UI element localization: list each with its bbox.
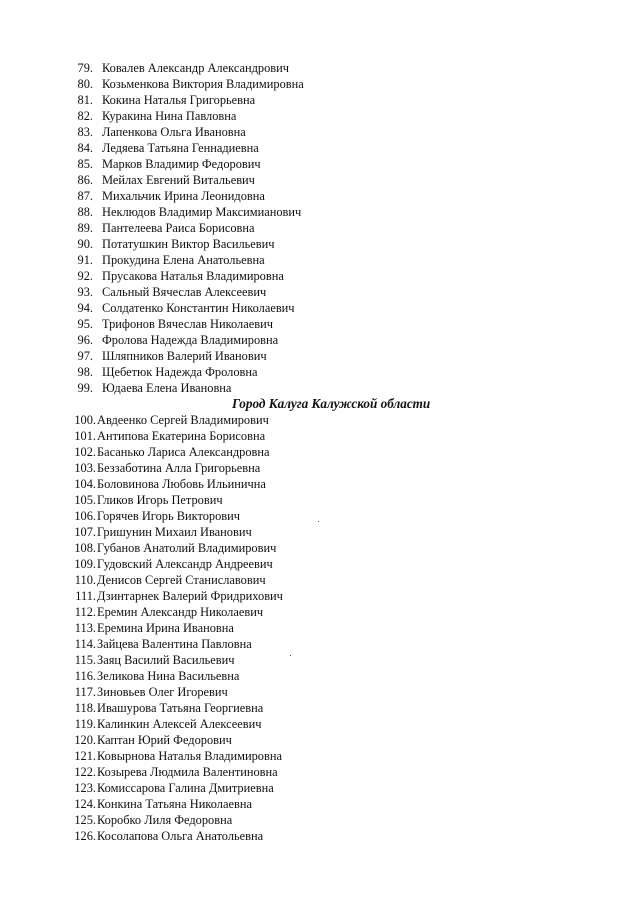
person-name: Потатушкин Виктор Васильевич [102, 237, 275, 251]
item-number: 124. [74, 797, 96, 811]
list-item [0, 492, 640, 508]
item-number: 84. [77, 141, 93, 155]
list-item [0, 380, 640, 396]
person-name: Михальчик Ирина Леонидовна [102, 189, 265, 203]
list-item [0, 540, 640, 556]
person-name: Денисов Сергей Станиславович [97, 573, 266, 587]
person-name: Солдатенко Константин Николаевич [102, 301, 295, 315]
person-name: Козырева Людмила Валентиновна [97, 765, 278, 779]
item-number: 93. [77, 285, 93, 299]
person-name: Ледяева Татьяна Геннадиевна [102, 141, 259, 155]
item-number: 83. [77, 125, 93, 139]
person-name: Еремина Ирина Ивановна [97, 621, 234, 635]
list-item [0, 172, 640, 188]
item-number: 86. [77, 173, 93, 187]
item-number: 98. [77, 365, 93, 379]
person-name: Лапенкова Ольга Ивановна [102, 125, 246, 139]
list-item [0, 188, 640, 204]
list-item [0, 604, 640, 620]
person-name: Каптан Юрий Федорович [97, 733, 232, 747]
person-name: Гудовский Александр Андреевич [97, 557, 273, 571]
list-item [0, 588, 640, 604]
person-name: Боловинова Любовь Ильинична [97, 477, 266, 491]
person-name: Басанько Лариса Александровна [97, 445, 270, 459]
person-name: Косолапова Ольга Анатольевна [97, 829, 264, 843]
person-name: Куракина Нина Павловна [102, 109, 237, 123]
list-item [0, 524, 640, 540]
list-item [0, 76, 640, 92]
list-item [0, 460, 640, 476]
item-number: 117. [74, 685, 96, 699]
item-number: 92. [77, 269, 93, 283]
person-name: Юдаева Елена Ивановна [102, 381, 232, 395]
person-name: Козьменкова Виктория Владимировна [102, 77, 304, 91]
section-heading [0, 396, 640, 412]
item-number: 99. [77, 381, 93, 395]
item-number: 121. [74, 749, 96, 763]
person-name: Пантелеева Раиса Борисовна [102, 221, 255, 235]
list-item [0, 204, 640, 220]
item-number: 109. [74, 557, 96, 571]
person-name: Гришунин Михаил Иванович [97, 525, 252, 539]
person-name: Еремин Александр Николаевич [97, 605, 264, 619]
person-name: Шляпников Валерий Иванович [102, 349, 267, 363]
item-number: 125. [74, 813, 96, 827]
item-number: 91. [77, 253, 93, 267]
list-item [0, 268, 640, 284]
list-item [0, 764, 640, 780]
person-name: Неклюдов Владимир Максимианович [102, 205, 302, 219]
list-item [0, 444, 640, 460]
item-number: 95. [77, 317, 93, 331]
item-number: 108. [74, 541, 96, 555]
item-number: 104. [74, 477, 96, 491]
item-number: 122. [74, 765, 96, 779]
list-item [0, 572, 640, 588]
item-number: 102. [74, 445, 96, 459]
item-number: 123. [74, 781, 96, 795]
scan-speck [318, 521, 319, 522]
list-item [0, 732, 640, 748]
person-name: Мейлах Евгений Витальевич [102, 173, 255, 187]
person-name: Зеликова Нина Васильевна [97, 669, 240, 683]
item-number: 79. [77, 61, 93, 75]
list-item [0, 796, 640, 812]
person-name: Прокудина Елена Анатольевна [102, 253, 265, 267]
list-item [0, 140, 640, 156]
item-number: 112. [74, 605, 96, 619]
person-name: Авдеенко Сергей Владимирович [97, 413, 269, 427]
list-item [0, 108, 640, 124]
list-item [0, 556, 640, 572]
list-item [0, 748, 640, 764]
person-name: Фролова Надежда Владимировна [102, 333, 279, 347]
list-item [0, 236, 640, 252]
item-number: 116. [74, 669, 96, 683]
list-item [0, 332, 640, 348]
person-name: Трифонов Вячеслав Николаевич [102, 317, 273, 331]
item-number: 97. [77, 349, 93, 363]
list-item [0, 476, 640, 492]
item-number: 110. [74, 573, 96, 587]
person-name: Ковырнова Наталья Владимировна [97, 749, 282, 763]
item-number: 82. [77, 109, 93, 123]
list-item [0, 620, 640, 636]
list-item [0, 636, 640, 652]
item-number: 107. [74, 525, 96, 539]
list-item [0, 220, 640, 236]
list-item [0, 316, 640, 332]
person-name: Губанов Анатолий Владимирович [97, 541, 277, 555]
item-number: 85. [77, 157, 93, 171]
item-number: 106. [74, 509, 96, 523]
list-item [0, 716, 640, 732]
person-name: Марков Владимир Федорович [102, 157, 261, 171]
list-item [0, 60, 640, 76]
person-name: Щебетюк Надежда Фроловна [102, 365, 258, 379]
item-number: 115. [74, 653, 96, 667]
item-number: 101. [74, 429, 96, 443]
list-item [0, 428, 640, 444]
list-item [0, 684, 640, 700]
person-name: Прусакова Наталья Владимировна [102, 269, 284, 283]
person-name: Заяц Василий Васильевич [97, 653, 235, 667]
person-name: Беззаботина Алла Григорьевна [97, 461, 261, 475]
item-number: 89. [77, 221, 93, 235]
person-name: Гликов Игорь Петрович [97, 493, 223, 507]
item-number: 113. [74, 621, 96, 635]
list-item [0, 412, 640, 428]
person-name: Калинкин Алексей Алексеевич [97, 717, 262, 731]
name-list [0, 60, 640, 844]
scan-speck [290, 655, 291, 656]
item-number: 114. [74, 637, 96, 651]
person-name: Коробко Лиля Федоровна [97, 813, 233, 827]
list-item [0, 828, 640, 844]
list-item [0, 92, 640, 108]
list-item [0, 812, 640, 828]
item-number: 118. [74, 701, 96, 715]
person-name: Зиновьев Олег Игоревич [97, 685, 228, 699]
person-name: Ковалев Александр Александрович [102, 61, 290, 75]
item-number: 105. [74, 493, 96, 507]
list-item [0, 780, 640, 796]
item-number: 81. [77, 93, 93, 107]
item-number: 88. [77, 205, 93, 219]
list-item [0, 156, 640, 172]
list-item [0, 508, 640, 524]
item-number: 96. [77, 333, 93, 347]
item-number: 111. [75, 589, 96, 603]
item-number: 100. [74, 413, 96, 427]
person-name: Ивашурова Татьяна Георгиевна [97, 701, 264, 715]
person-name: Антипова Екатерина Борисовна [97, 429, 266, 443]
person-name: Дзинтарнек Валерий Фридрихович [97, 589, 283, 603]
person-name: Зайцева Валентина Павловна [97, 637, 252, 651]
list-item [0, 668, 640, 684]
item-number: 103. [74, 461, 96, 475]
person-name: Конкина Татьяна Николаевна [97, 797, 252, 811]
section-heading-text: Город Калуга Калужской области [232, 396, 431, 411]
list-item [0, 700, 640, 716]
list-item [0, 124, 640, 140]
item-number: 120. [74, 733, 96, 747]
list-item [0, 284, 640, 300]
list-item [0, 300, 640, 316]
list-item [0, 652, 640, 668]
item-number: 119. [74, 717, 96, 731]
list-item [0, 348, 640, 364]
item-number: 126. [74, 829, 96, 843]
item-number: 87. [77, 189, 93, 203]
item-number: 80. [77, 77, 93, 91]
item-number: 94. [77, 301, 93, 315]
item-number: 90. [77, 237, 93, 251]
person-name: Кокина Наталья Григорьевна [102, 93, 256, 107]
list-item [0, 364, 640, 380]
person-name: Комиссарова Галина Дмитриевна [97, 781, 274, 795]
list-item [0, 252, 640, 268]
person-name: Сальный Вячеслав Алексеевич [102, 285, 267, 299]
person-name: Горячев Игорь Викторович [97, 509, 241, 523]
